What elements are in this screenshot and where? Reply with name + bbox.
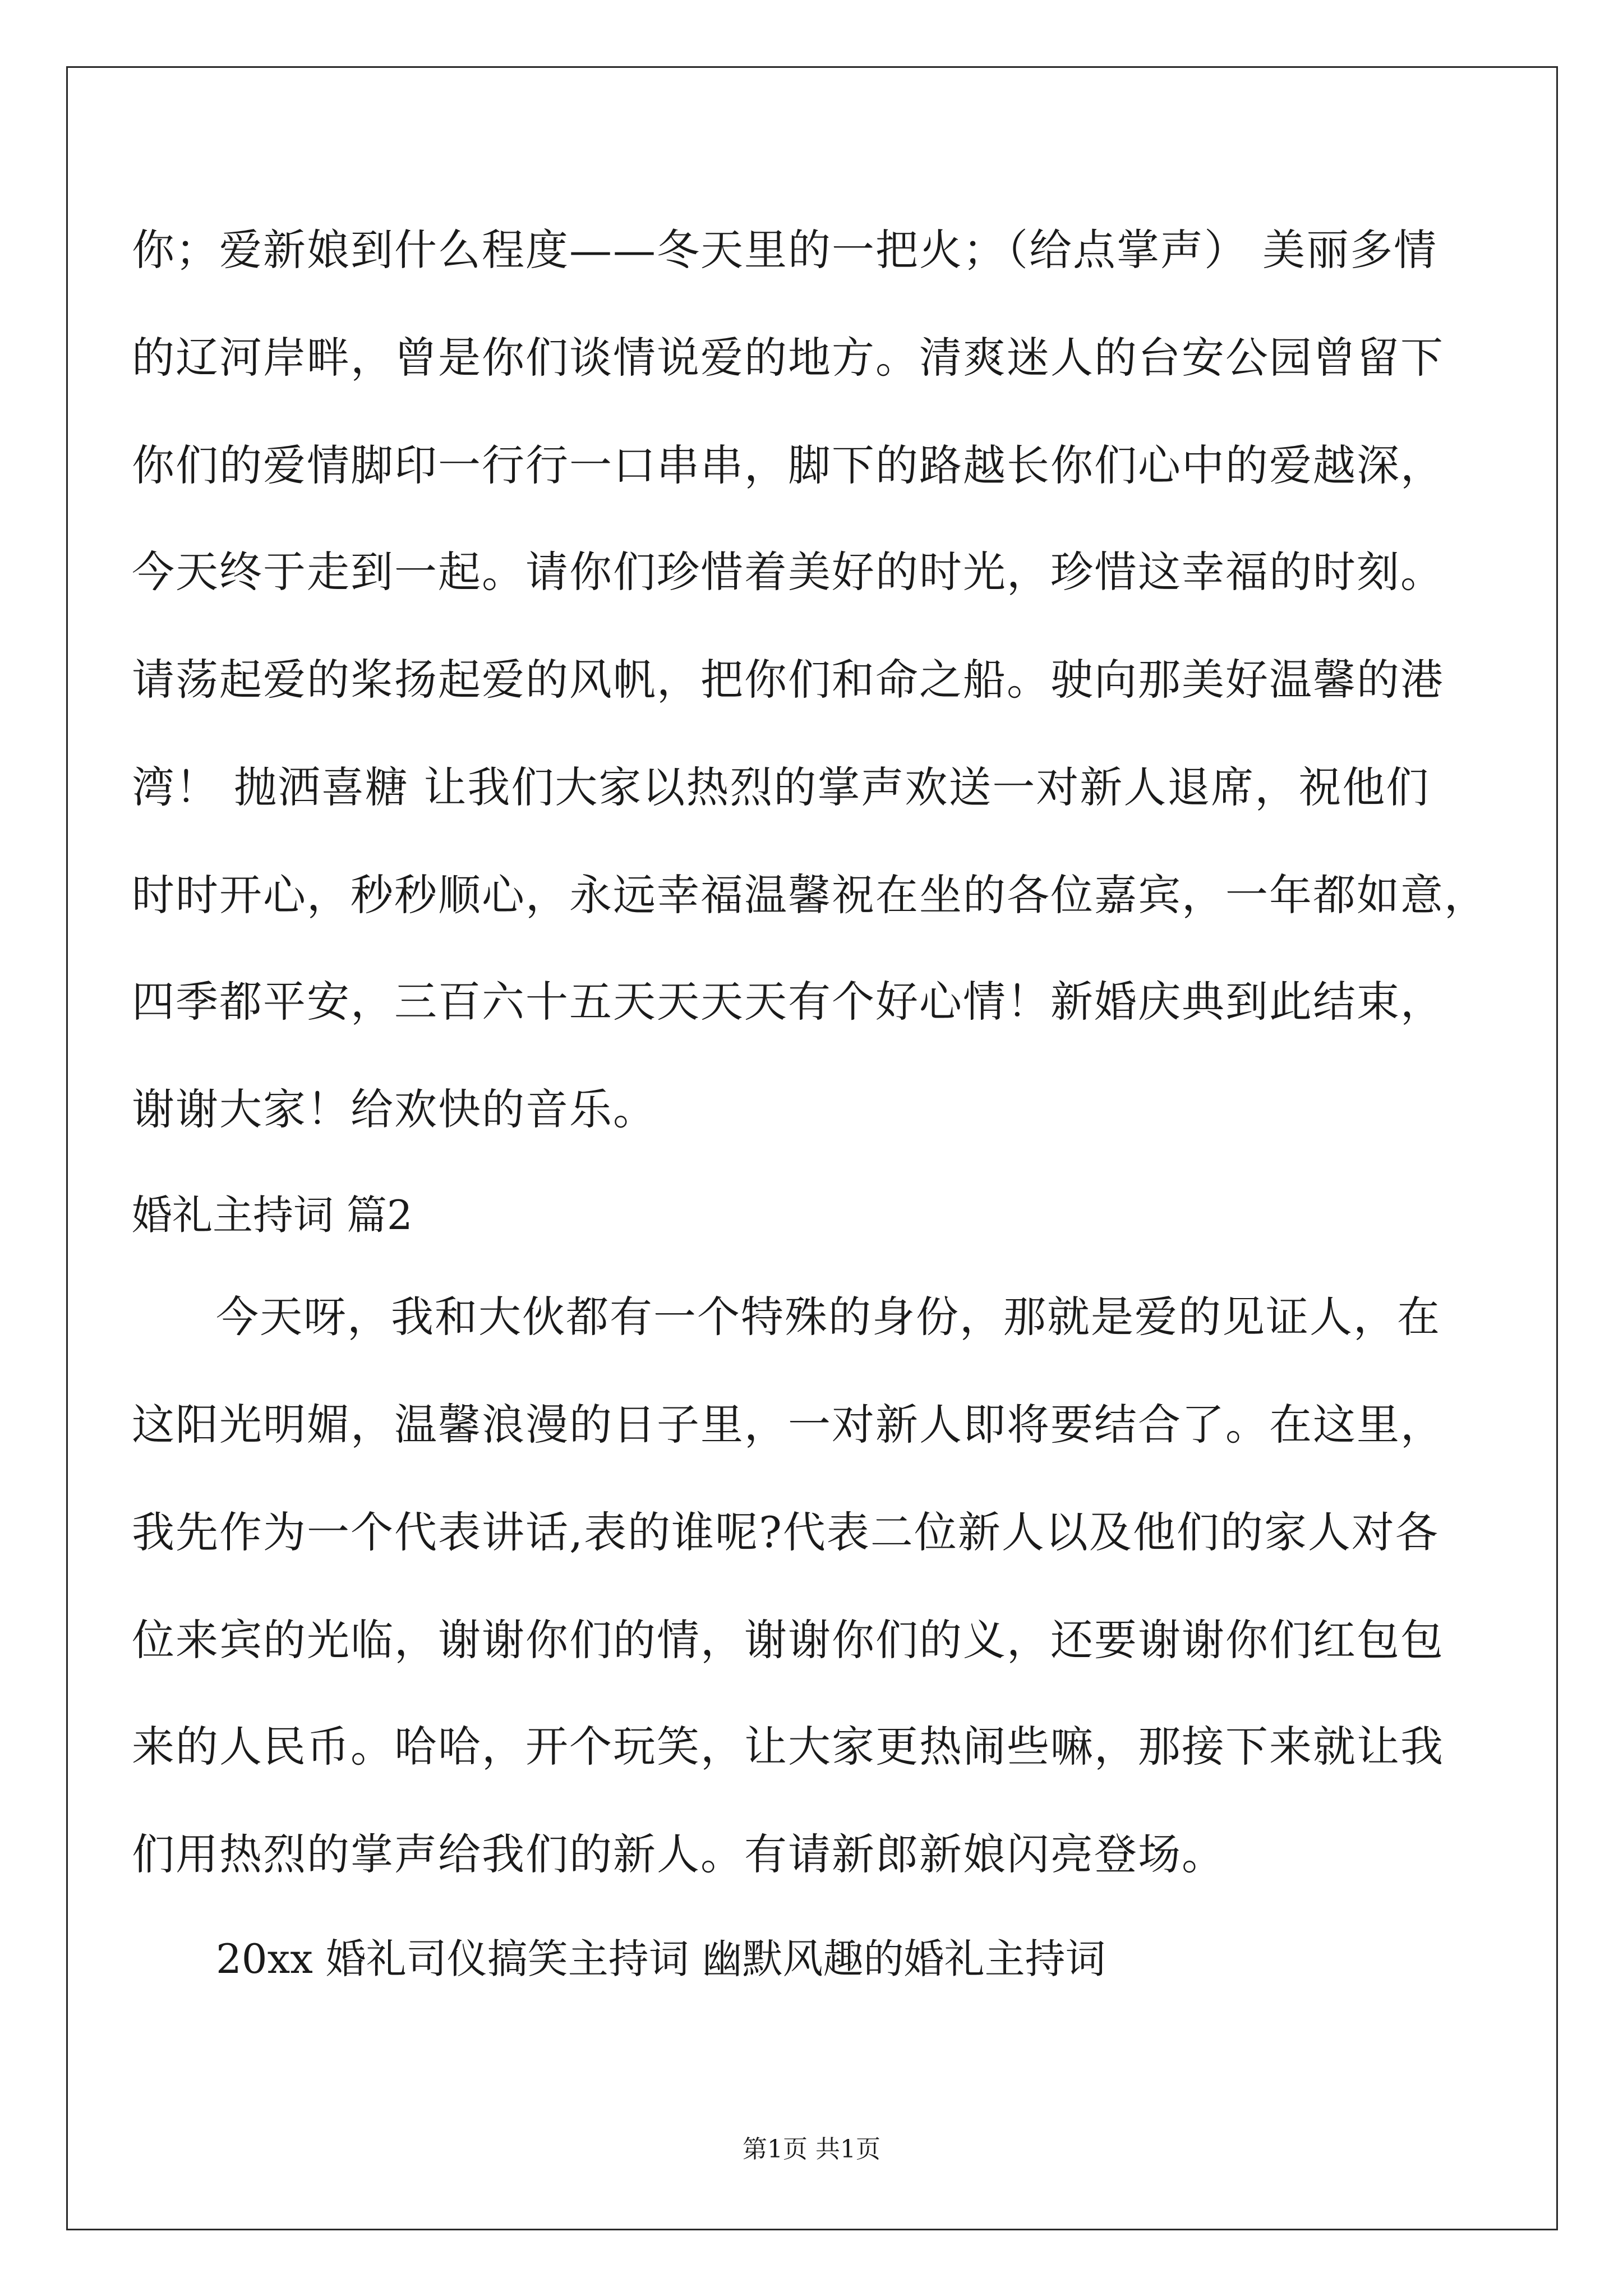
page-border xyxy=(66,66,1558,2230)
paragraph-2-line-1: 今天呀，我和大伙都有一个特殊的身份，那就是爱的见证人，在 xyxy=(216,1292,1441,1342)
closing-line: 20xx 婚礼司仪搞笑主持词 幽默风趣的婚礼主持词 xyxy=(216,1935,1106,1982)
paragraph-1-line-1: 你；爱新娘到什么程度——冬天里的一把火；（给点掌声） 美丽多情 xyxy=(132,225,1438,275)
paragraph-2-line-2: 这阳光明媚，温馨浪漫的日子里，一对新人即将要结合了。在这里， xyxy=(132,1400,1444,1450)
paragraph-1-line-7: 时时开心，秒秒顺心，永远幸福温馨祝在坐的各位嘉宾，一年都如意， xyxy=(132,870,1488,920)
paragraph-1-line-5: 请荡起爱的桨扬起爱的风帆，把你们和命之船。驶向那美好温馨的港 xyxy=(132,655,1444,705)
paragraph-1-line-3: 你们的爱情脚印一行行一口串串，脚下的路越长你们心中的爱越深， xyxy=(132,440,1444,490)
paragraph-1-line-4: 今天终于走到一起。请你们珍惜着美好的时光，珍惜这幸福的时刻。 xyxy=(132,547,1444,597)
paragraph-2-line-3: 我先作为一个代表讲话,表的谁呢?代表二位新人以及他们的家人对各 xyxy=(132,1507,1439,1557)
paragraph-2-line-6: 们用热烈的掌声给我们的新人。有请新郎新娘闪亮登场。 xyxy=(132,1829,1225,1879)
paragraph-1-line-6: 湾！ 抛洒喜糖 让我们大家以热烈的掌声欢送一对新人退席，祝他们 xyxy=(132,762,1430,812)
page-footer: 第1页 共1页 xyxy=(743,2135,880,2164)
paragraph-2-line-4: 位来宾的光临，谢谢你们的情，谢谢你们的义，还要谢谢你们红包包 xyxy=(132,1615,1444,1665)
paragraph-1-line-9: 谢谢大家！给欢快的音乐。 xyxy=(132,1084,657,1134)
paragraph-1-line-2: 的辽河岸畔，曾是你们谈情说爱的地方。清爽迷人的台安公园曾留下 xyxy=(132,333,1444,383)
paragraph-2-line-5: 来的人民币。哈哈，开个玩笑，让大家更热闹些嘛，那接下来就让我 xyxy=(132,1722,1444,1772)
paragraph-1-line-8: 四季都平安，三百六十五天天天天有个好心情！新婚庆典到此结束， xyxy=(132,977,1444,1027)
section-heading: 婚礼主持词 篇2 xyxy=(132,1191,413,1239)
